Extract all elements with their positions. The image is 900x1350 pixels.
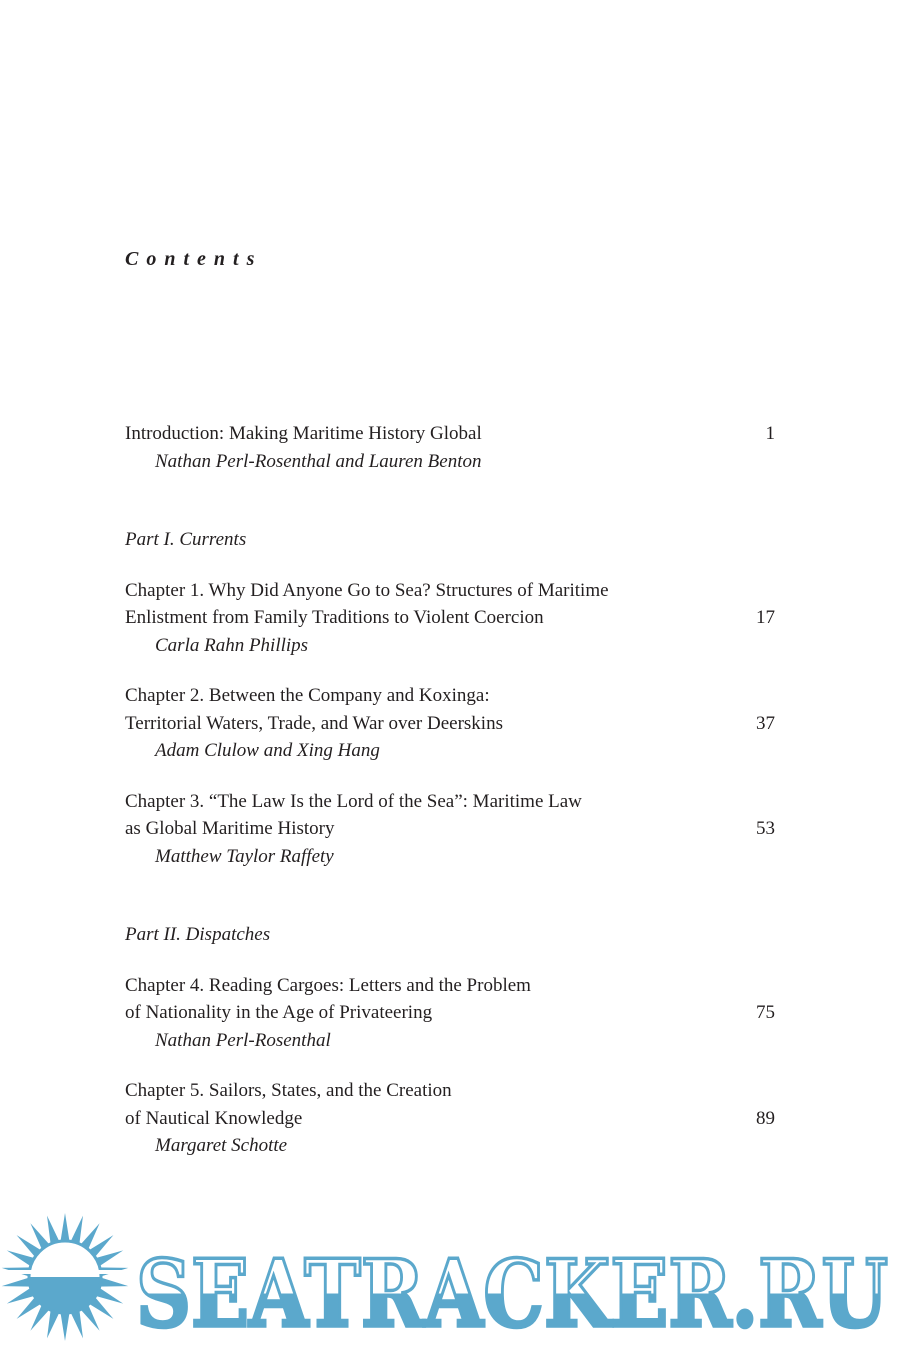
watermark-text: SEATRACKER.RU [136, 1239, 888, 1348]
entry-title-line: Territorial Waters, Trade, and War over Deerskins [125, 712, 503, 734]
entry-title-line: Chapter 1. Why Did Anyone Go to Sea? Structures of Maritime [125, 579, 609, 601]
part-heading-2: Part II. Dispatches [125, 924, 271, 945]
entry-page-number: 53 [756, 818, 775, 839]
entry-title-line: of Nautical Knowledge [125, 1107, 303, 1129]
toc-entry-chapter-5[interactable] [125, 1077, 775, 1160]
toc-entry-chapter-4[interactable] [125, 972, 775, 1055]
entry-author: Adam Clulow and Xing Hang [155, 740, 380, 761]
part-heading-1: Part I. Currents [125, 529, 247, 550]
sun-icon [0, 1213, 130, 1341]
entry-page-number: 1 [765, 423, 775, 444]
entry-title-line: Chapter 3. “The Law Is the Lord of the Sea”: Maritime Law [125, 790, 582, 812]
entry-author: Carla Rahn Phillips [155, 634, 309, 656]
entry-title-line: Chapter 4. Reading Cargoes: Letters and the Problem [125, 974, 531, 996]
entry-page-number: 17 [756, 607, 775, 628]
toc-entry-chapter-1[interactable] [125, 577, 775, 660]
watermark-logo [0, 1212, 900, 1350]
table-of-contents [125, 420, 775, 1160]
toc-entry-chapter-3[interactable] [125, 788, 775, 871]
entry-page-number: 37 [756, 712, 775, 734]
entry-title-line: as Global Maritime History [125, 818, 335, 839]
toc-entry-introduction[interactable] [125, 420, 775, 475]
entry-author: Margaret Schotte [155, 1135, 288, 1156]
sun-disc [29, 1241, 101, 1313]
toc-entry-chapter-2[interactable] [125, 682, 775, 765]
entry-title-line: Chapter 5. Sailors, States, and the Creation [125, 1080, 452, 1101]
entry-title-line: of Nationality in the Age of Privateering [125, 1002, 433, 1023]
entry-title-line: Enlistment from Family Traditions to Violent Coercion [125, 607, 544, 628]
entry-page-number: 89 [756, 1107, 775, 1129]
entry-title-line: Chapter 2. Between the Company and Koxinga: [125, 685, 490, 706]
entry-title-line: Introduction: Making Maritime History Global [125, 423, 482, 444]
page-title: Contents [125, 248, 263, 270]
entry-author: Nathan Perl-Rosenthal and Lauren Benton [155, 450, 482, 472]
entry-author: Matthew Taylor Raffety [155, 845, 334, 867]
entry-author: Nathan Perl-Rosenthal [155, 1029, 331, 1051]
entry-page-number: 75 [756, 1002, 775, 1023]
